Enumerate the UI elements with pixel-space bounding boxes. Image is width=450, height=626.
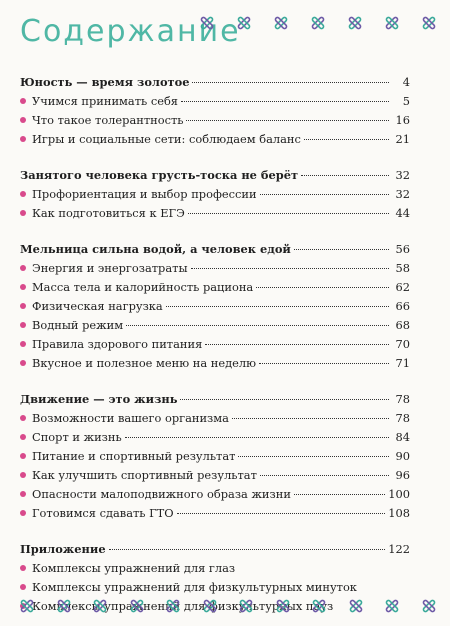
entry-title: Профориентация и выбор профессии xyxy=(32,187,257,201)
page-number: 16 xyxy=(395,113,410,127)
page-number: 66 xyxy=(395,299,410,313)
dot-leader xyxy=(301,175,389,176)
toc-entry[interactable] xyxy=(20,559,410,578)
section-gap xyxy=(20,149,410,166)
entry-title: Опасности малоподвижного образа жизни xyxy=(32,487,291,501)
paper-clip-icon xyxy=(198,14,216,32)
page-number: 78 xyxy=(395,392,410,406)
toc-entry[interactable] xyxy=(20,354,410,373)
bullet-icon xyxy=(20,434,26,440)
toc-entry[interactable] xyxy=(20,504,410,523)
page-number: 71 xyxy=(395,356,410,370)
paper-clip-icon xyxy=(235,14,253,32)
dot-leader xyxy=(109,549,386,550)
paper-clip-icon xyxy=(128,597,146,615)
section-gap xyxy=(20,223,410,240)
dot-leader xyxy=(205,344,389,345)
paper-clip-icon xyxy=(310,597,328,615)
toc-entry[interactable] xyxy=(20,204,410,223)
entry-title: Вкусное и полезное меню на неделю xyxy=(32,356,257,370)
page-number: 100 xyxy=(388,487,410,501)
entry-title: Спорт и жизнь xyxy=(32,430,122,444)
dot-leader xyxy=(256,287,389,288)
paper-clip-icon xyxy=(272,14,290,32)
dot-leader xyxy=(232,418,389,419)
bullet-icon xyxy=(20,584,26,590)
paper-clip-icon xyxy=(201,597,219,615)
bullet-icon xyxy=(20,510,26,516)
toc-section-4 xyxy=(20,390,410,523)
paper-clip-icon xyxy=(91,597,109,615)
paper-clip-icon xyxy=(18,597,36,615)
toc-entry[interactable] xyxy=(20,447,410,466)
toc-section-2 xyxy=(20,166,410,223)
section-title: Занятого человека грусть-тоска не берёт xyxy=(20,168,299,182)
dot-leader xyxy=(177,513,386,514)
entry-title: Комплексы упражнений для физкультурных минуток xyxy=(32,580,357,594)
section-title: Мельница сильна водой, а человек едой xyxy=(20,242,291,256)
section-gap xyxy=(20,523,410,540)
entry-title: Комплексы упражнений для физкультурных пауз xyxy=(32,599,334,613)
entry-title: Как подготовиться к ЕГЭ xyxy=(32,206,185,220)
paper-clip-icon xyxy=(164,597,182,615)
entry-title: Правила здорового питания xyxy=(32,337,203,351)
dot-leader xyxy=(180,399,389,400)
toc-entry[interactable] xyxy=(20,466,410,485)
page-number: 56 xyxy=(395,242,410,256)
toc-entry[interactable] xyxy=(20,259,410,278)
entry-title: Что такое толерантность xyxy=(32,113,184,127)
entry-title: Как улучшить спортивный результат xyxy=(32,468,257,482)
paper-clip-icon xyxy=(274,597,292,615)
page-number: 32 xyxy=(395,168,410,182)
bullet-icon xyxy=(20,360,26,366)
toc-section-heading[interactable] xyxy=(20,240,410,259)
paper-clip-icon xyxy=(420,14,438,32)
entry-title: Энергия и энергозатраты xyxy=(32,261,188,275)
toc-entry[interactable] xyxy=(20,428,410,447)
page-number: 78 xyxy=(395,411,410,425)
entry-title: Учимся принимать себя xyxy=(32,94,178,108)
toc-entry[interactable] xyxy=(20,111,410,130)
toc-section-heading[interactable] xyxy=(20,166,410,185)
paper-clip-icon xyxy=(55,597,73,615)
dot-leader xyxy=(186,120,389,121)
entry-title: Физическая нагрузка xyxy=(32,299,163,313)
paper-clip-icon xyxy=(383,14,401,32)
bullet-icon xyxy=(20,303,26,309)
entry-title: Водный режим xyxy=(32,318,124,332)
bullet-icon xyxy=(20,322,26,328)
dot-leader xyxy=(188,213,389,214)
page-number: 21 xyxy=(395,132,410,146)
bullet-icon xyxy=(20,453,26,459)
dot-leader xyxy=(260,475,389,476)
page-number: 96 xyxy=(395,468,410,482)
toc-section-heading[interactable] xyxy=(20,540,410,559)
bullet-icon xyxy=(20,415,26,421)
bullet-icon xyxy=(20,284,26,290)
bullet-icon xyxy=(20,191,26,197)
dot-leader xyxy=(181,101,389,102)
page-number: 70 xyxy=(395,337,410,351)
paper-clips-bottom xyxy=(18,597,438,615)
paper-clips-top xyxy=(198,14,438,32)
toc-entry[interactable] xyxy=(20,409,410,428)
toc-entry[interactable] xyxy=(20,278,410,297)
dot-leader xyxy=(126,325,389,326)
page-number: 62 xyxy=(395,280,410,294)
toc-entry[interactable] xyxy=(20,185,410,204)
page-number: 4 xyxy=(402,75,410,89)
bullet-icon xyxy=(20,341,26,347)
bullet-icon xyxy=(20,210,26,216)
page-number: 68 xyxy=(395,318,410,332)
toc-section-1 xyxy=(20,73,410,149)
toc-section-heading[interactable] xyxy=(20,73,410,92)
dot-leader xyxy=(125,437,389,438)
toc-entry[interactable] xyxy=(20,297,410,316)
entry-title: Комплексы упражнений для глаз xyxy=(32,561,236,575)
dot-leader xyxy=(192,82,389,83)
paper-clip-icon xyxy=(237,597,255,615)
dot-leader xyxy=(166,306,389,307)
section-gap xyxy=(20,373,410,390)
page-number: 108 xyxy=(388,506,410,520)
dot-leader xyxy=(259,363,389,364)
bullet-icon xyxy=(20,117,26,123)
paper-clip-icon xyxy=(309,14,327,32)
bullet-icon xyxy=(20,491,26,497)
page-number: 122 xyxy=(388,542,410,556)
toc-section-heading[interactable] xyxy=(20,390,410,409)
toc-entry[interactable] xyxy=(20,578,410,597)
page-number: 32 xyxy=(395,187,410,201)
page-number: 5 xyxy=(402,94,410,108)
paper-clip-icon xyxy=(420,597,438,615)
dot-leader xyxy=(238,456,389,457)
page-number: 58 xyxy=(395,261,410,275)
section-title: Движение — это жизнь xyxy=(20,392,178,406)
entry-title: Игры и социальные сети: соблюдаем баланс xyxy=(32,132,301,146)
bullet-icon xyxy=(20,265,26,271)
entry-title: Питание и спортивный результат xyxy=(32,449,236,463)
dot-leader xyxy=(304,139,389,140)
dot-leader xyxy=(191,268,389,269)
table-of-contents xyxy=(20,73,410,616)
page-title: Содержание xyxy=(20,14,241,49)
entry-title: Готовимся сдавать ГТО xyxy=(32,506,174,520)
bullet-icon xyxy=(20,98,26,104)
paper-clip-icon xyxy=(346,14,364,32)
dot-leader xyxy=(260,194,389,195)
paper-clip-icon xyxy=(347,597,365,615)
toc-entry[interactable] xyxy=(20,130,410,149)
page-number: 90 xyxy=(395,449,410,463)
section-title: Юность — время золотое xyxy=(20,75,190,89)
dot-leader xyxy=(294,494,385,495)
toc-entry[interactable] xyxy=(20,92,410,111)
toc-section-3 xyxy=(20,240,410,373)
page-number: 44 xyxy=(395,206,410,220)
page-number: 84 xyxy=(395,430,410,444)
bullet-icon xyxy=(20,136,26,142)
entry-title: Возможности вашего организма xyxy=(32,411,229,425)
entry-title: Масса тела и калорийность рациона xyxy=(32,280,254,294)
section-title: Приложение xyxy=(20,542,106,556)
toc-entry[interactable] xyxy=(20,335,410,354)
bullet-icon xyxy=(20,472,26,478)
paper-clip-icon xyxy=(383,597,401,615)
toc-entry[interactable] xyxy=(20,316,410,335)
toc-entry[interactable] xyxy=(20,485,410,504)
dot-leader xyxy=(294,249,389,250)
bullet-icon xyxy=(20,565,26,571)
